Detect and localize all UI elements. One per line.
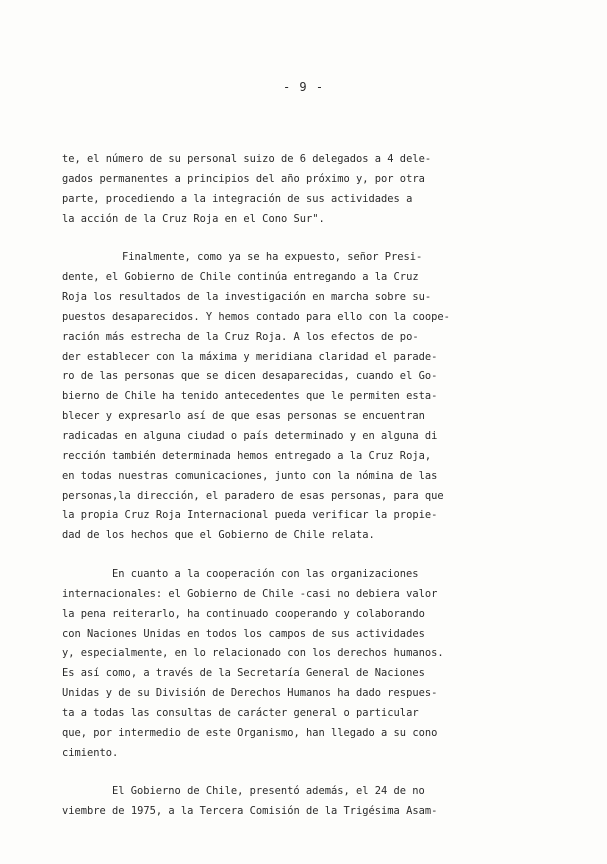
text-line: dad de los hechos que el Gobierno de Chile relata. [62,529,375,542]
page-number: - 9 - [282,80,325,94]
text-line: Es así como, a través de la Secretaría General de Naciones [62,667,425,680]
text-line: la pena reiterarlo, ha continuado cooperando y colaborando [62,607,425,620]
text-line: Finalmente, como ya se ha expuesto, señor Presi- [122,251,423,264]
text-line: Roja los resultados de la investigación en marcha sobre su- [62,291,432,304]
text-line: blecer y expresarlo así de que esas personas se encuentran [62,410,425,423]
text-line: ro de las personas que se dicen desaparecidas, cuando el Go- [62,370,438,383]
text-line: En cuanto a la cooperación con las organizaciones [112,568,419,581]
text-line: puestos desaparecidos. Y hemos contado para ello con la coope- [62,310,450,323]
text-line: internacionales: el Gobierno de Chile -casi no debiera valor [62,587,438,600]
text-line: personas,la dirección, el paradero de esas personas, para que [62,489,444,502]
text-line: dente, el Gobierno de Chile continúa entregando a la Cruz [62,271,419,284]
text-line: la propia Cruz Roja Internacional pueda verificar la propie- [62,509,438,522]
paragraph-cooperacion [62,565,532,763]
paragraph-gobierno [62,782,532,822]
text-line: Unidas y de su División de Derechos Humanos ha dado respues- [62,687,438,700]
text-line: radicadas en alguna ciudad o país determinado y en alguna di [62,429,438,442]
text-line: ta a todas las consultas de carácter general o particular [62,706,419,719]
text-line: te, el número de su personal suizo de 6 delegados a 4 dele- [62,153,432,165]
paragraph-finalmente [62,248,532,546]
document-body [62,150,532,822]
paragraph-continuation [62,150,532,229]
text-line: cimiento. [62,746,119,759]
text-line: der establecer con la máxima y meridiana claridad el parade- [62,350,438,363]
text-line: parte, procediendo a la integración de sus actividades a [62,192,413,205]
text-line: gados permanentes a principios del año próximo y, por otra [62,172,425,185]
text-line: rección también determinada hemos entregado a la Cruz Roja, [62,449,432,462]
text-line: bierno de Chile ha tenido antecedentes que le permiten esta- [62,390,438,403]
text-line: El Gobierno de Chile, presentó además, el 24 de no [112,785,425,798]
text-line: con Naciones Unidas en todos los campos de sus actividades [62,627,425,640]
text-line: ración más estrecha de la Cruz Roja. A los efectos de po- [62,330,419,343]
text-line: que, por intermedio de este Organismo, han llegado a su cono [62,726,438,739]
text-line: y, especialmente, en lo relacionado con los derechos humanos. [62,647,444,660]
text-line: la acción de la Cruz Roja en el Cono Sur". [62,212,325,225]
text-line: viembre de 1975, a la Tercera Comisión de la Trigésima Asam- [62,805,438,818]
text-line: en todas nuestras comunicaciones, junto con la nómina de las [62,469,438,482]
